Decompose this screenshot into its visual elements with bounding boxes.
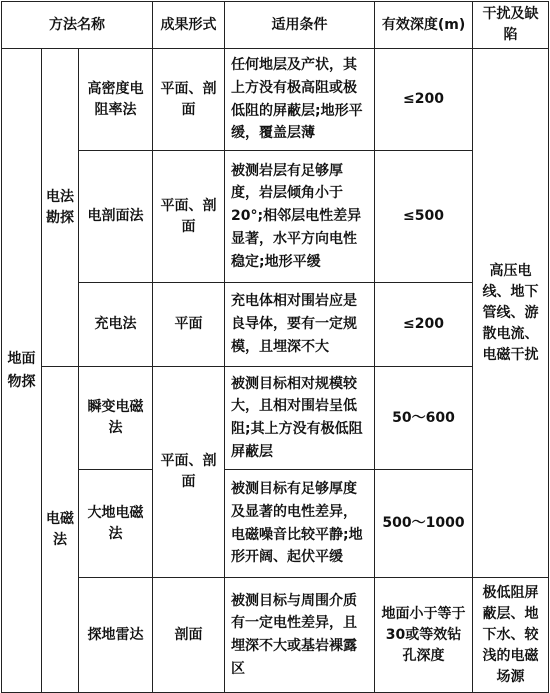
method-name: 高密度电阻率法	[79, 49, 153, 151]
header-interference: 干扰及缺陷	[473, 2, 549, 49]
table-row	[2, 367, 549, 470]
table-row	[2, 578, 549, 693]
group-name: 电法勘探	[42, 49, 79, 367]
header-row	[2, 2, 549, 49]
conditions: 任何地层及产状，其上方没有极高阻或极低阻的屏蔽层;地形平缓，覆盖层薄	[225, 49, 375, 151]
depth: ≤200	[375, 283, 473, 367]
header-result-form: 成果形式	[153, 2, 225, 49]
depth: 500～1000	[375, 470, 473, 578]
method-name: 瞬变电磁法	[79, 367, 153, 470]
depth: 地面小于等于30或等效钻孔深度	[375, 578, 473, 693]
depth: 50～600	[375, 367, 473, 470]
conditions: 被测岩层有足够厚度，岩层倾角小于20°;相邻层电性差异显著，水平方向电性稳定;地形平缓	[225, 151, 375, 283]
header-method-name: 方法名称	[2, 2, 153, 49]
method-name: 电剖面法	[79, 151, 153, 283]
group-name: 电磁法	[42, 367, 79, 693]
result-form: 平面、剖面	[153, 49, 225, 151]
method-name: 探地雷达	[79, 578, 153, 693]
result-form: 剖面	[153, 578, 225, 693]
table-row	[2, 151, 549, 283]
header-conditions: 适用条件	[225, 2, 375, 49]
header-depth: 有效深度(m)	[375, 2, 473, 49]
interference-gpr: 极低阻屏蔽层、地下水、较浅的电磁场源	[473, 578, 549, 693]
conditions: 被测目标有足够厚度及显著的电性差异，电磁噪音比较平静;地形开阔、起伏平缓	[225, 470, 375, 578]
result-form: 平面	[153, 283, 225, 367]
conditions: 被测目标与周围介质有一定电性差异，且埋深不大或基岩裸露区	[225, 578, 375, 693]
result-form: 平面、剖面	[153, 367, 225, 578]
table-row	[2, 283, 549, 367]
table-row	[2, 49, 549, 151]
method-comparison-table	[1, 1, 549, 693]
result-form: 平面、剖面	[153, 151, 225, 283]
table-row	[2, 470, 549, 578]
conditions: 被测目标相对规模较大，且相对围岩呈低阻;其上方没有极低阻屏蔽层	[225, 367, 375, 470]
method-name: 大地电磁法	[79, 470, 153, 578]
category-cell: 地面物探	[2, 49, 42, 693]
method-name: 充电法	[79, 283, 153, 367]
interference-shared: 高压电线、地下管线、游散电流、电磁干扰	[473, 49, 549, 578]
depth: ≤200	[375, 49, 473, 151]
conditions: 充电体相对围岩应是良导体，要有一定规模，且埋深不大	[225, 283, 375, 367]
depth: ≤500	[375, 151, 473, 283]
